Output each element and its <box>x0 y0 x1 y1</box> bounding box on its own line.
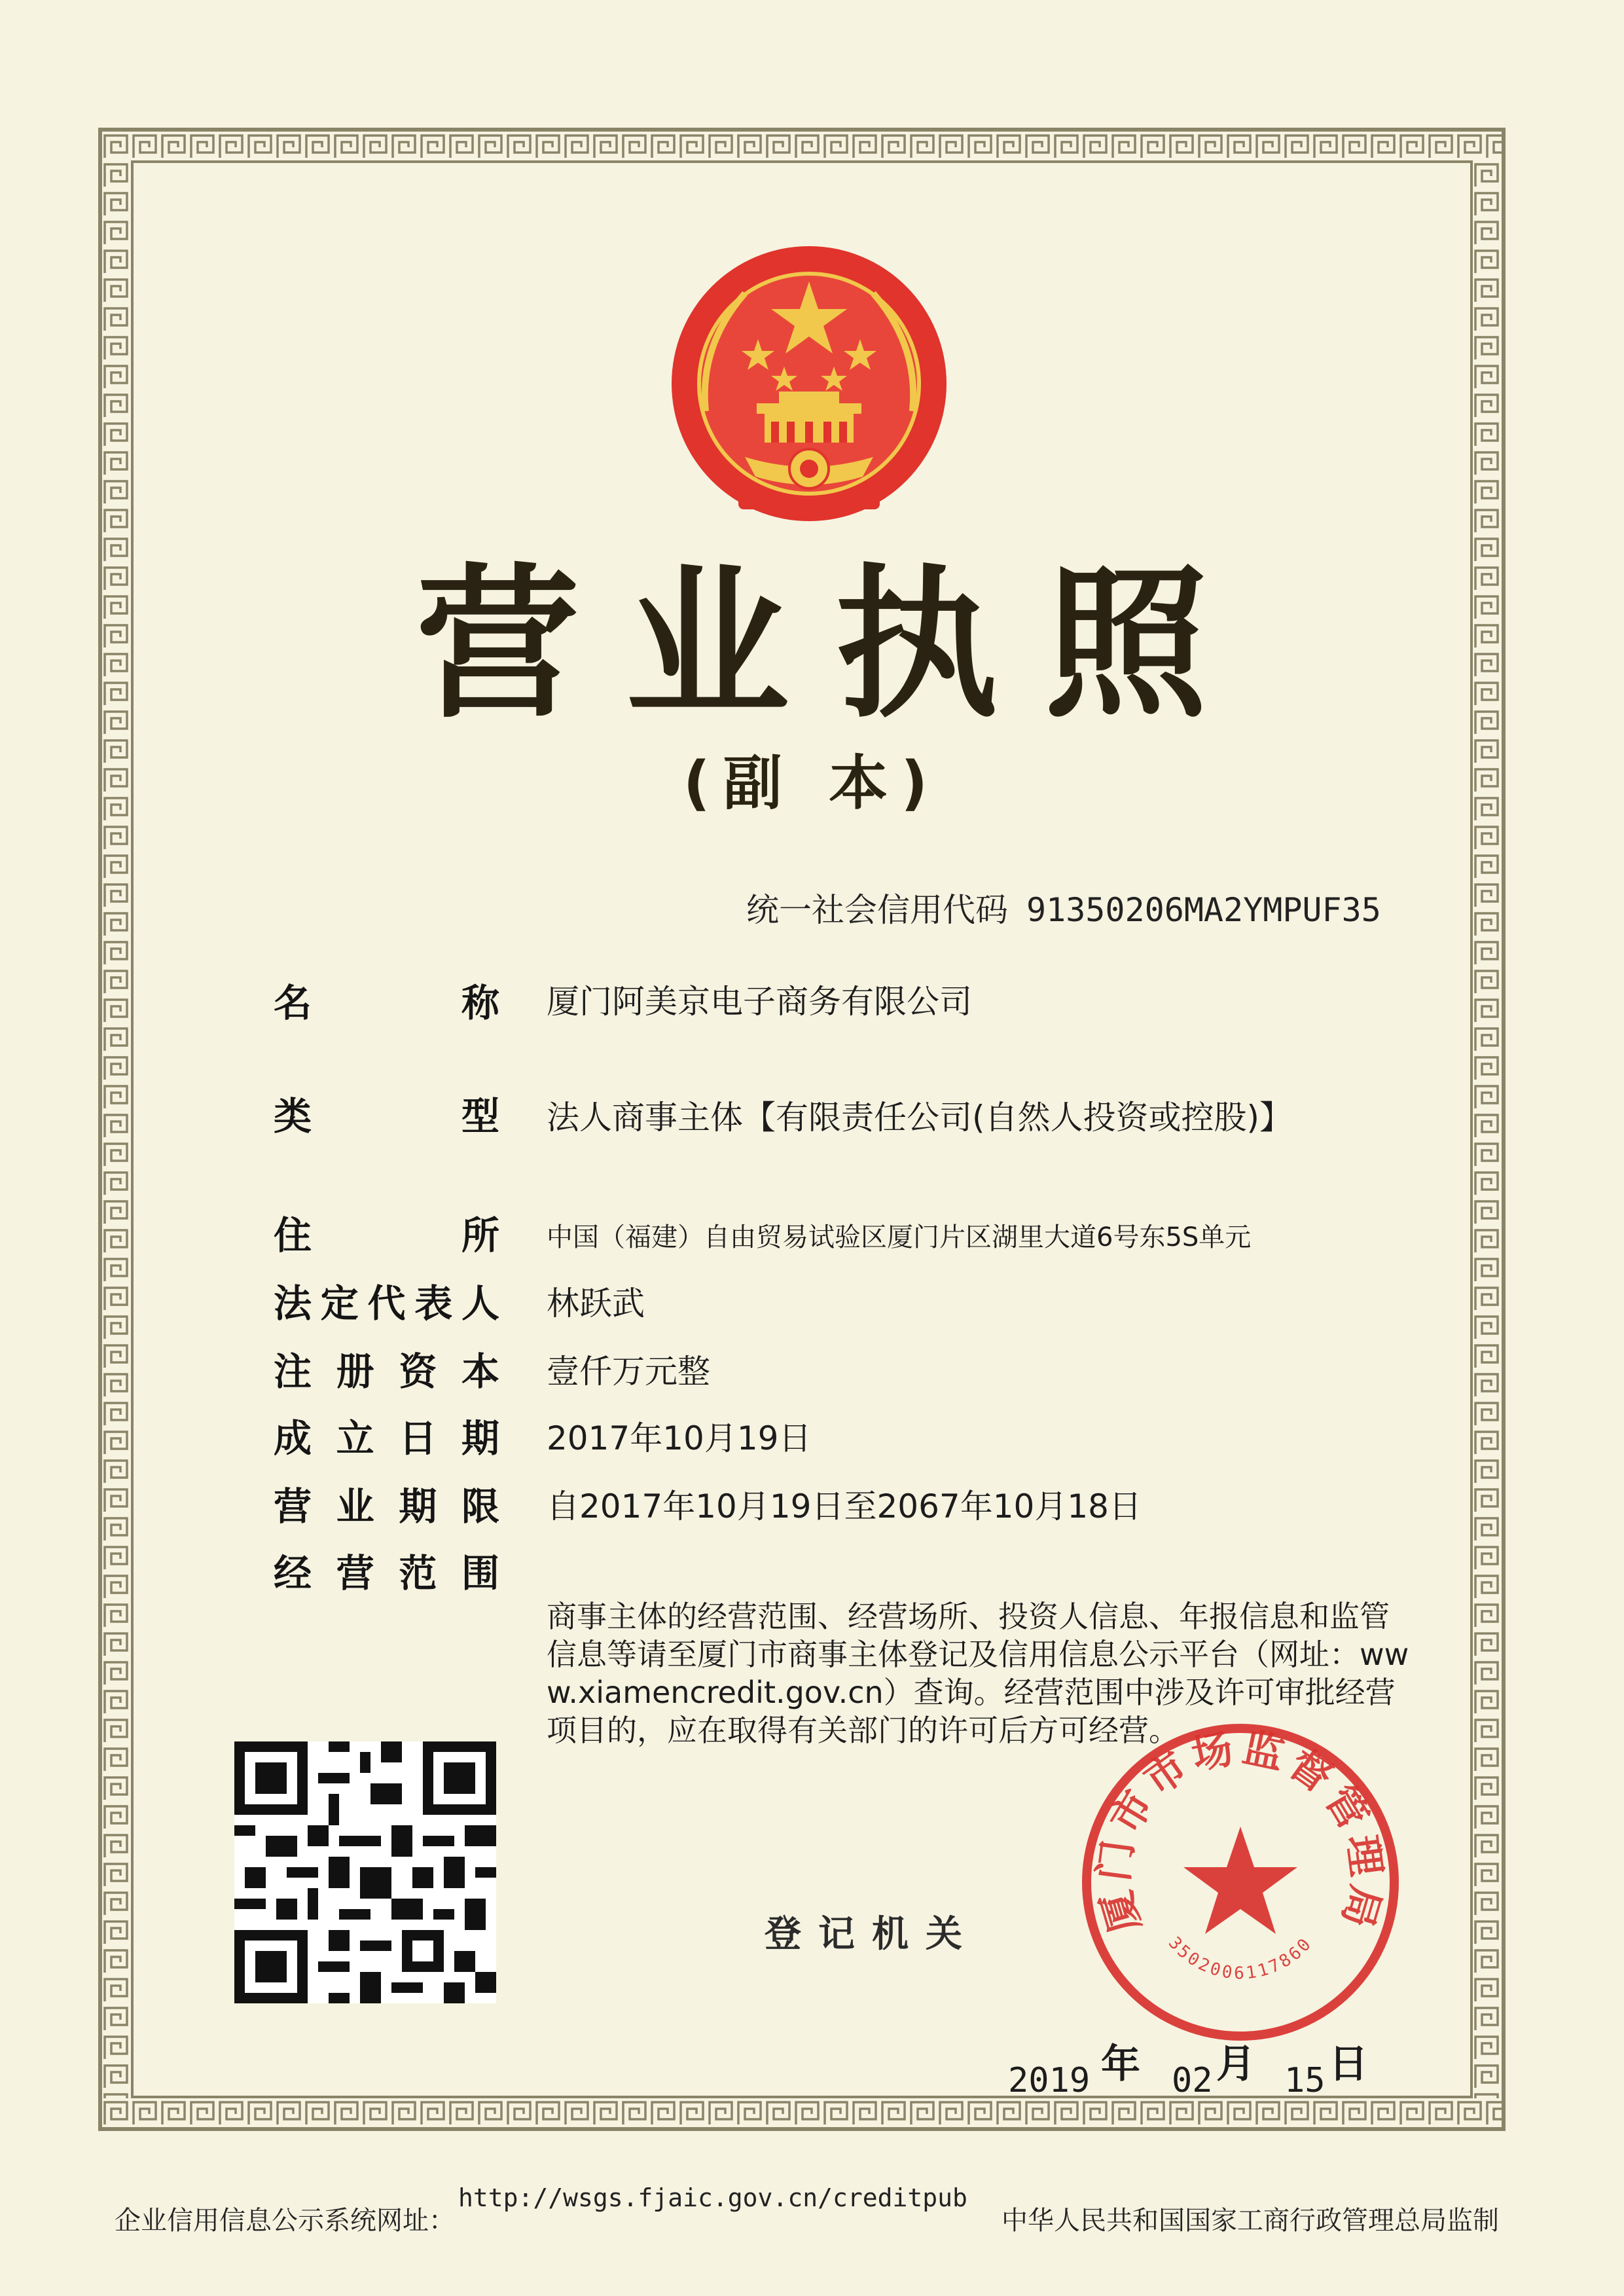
field-value-scope: 商事主体的经营范围、经营场所、投资人信息、年报信息和监管信息等请至厦门市商事主体登记及信用信息公示平台（网址：www.xiamencredit.gov.cn）查询。经营范围中涉及许可审批经营项目的，应在取得有关部门的许可后方可经营。 <box>547 1599 1409 1748</box>
svg-text:3502006117860: 3502006117860 <box>1164 1933 1317 1984</box>
issue-month: 02 <box>1172 2061 1213 2100</box>
credit-code-value: 91350206MA2YMPUF35 <box>1026 891 1381 929</box>
official-seal <box>1074 1715 1407 2049</box>
footer-url-link[interactable]: http://wsgs.fjaic.gov.cn/creditpub <box>458 2183 967 2212</box>
field-label-name: 名 称 <box>274 981 499 1025</box>
field-value-type: 法人商事主体【有限责任公司(自然人投资或控股)】 <box>547 1099 1293 1137</box>
issue-year: 2019 <box>1008 2061 1091 2100</box>
field-label-scope: 经 营 范 围 <box>274 1551 499 1595</box>
page-subtitle: (副 本) <box>683 749 941 818</box>
field-value-capital: 壹仟万元整 <box>547 1353 710 1391</box>
field-value-established: 2017年10月19日 <box>547 1419 812 1457</box>
issue-year-char: 年 <box>1101 2041 1140 2087</box>
field-value-name: 厦门阿美京电子商务有限公司 <box>547 983 972 1021</box>
qr-code-icon[interactable] <box>234 1741 496 2003</box>
field-value-address: 中国（福建）自由贸易试验区厦门片区湖里大道6号东5S单元 <box>547 1222 1252 1252</box>
footer-system-label: 企业信用信息公示系统网址： <box>115 2206 455 2236</box>
field-label-capital: 注 册 资 本 <box>274 1349 499 1394</box>
page-title: 营业执照 <box>416 549 1254 740</box>
field-value-legal-rep: 林跃武 <box>547 1285 645 1322</box>
credit-code <box>746 884 1381 931</box>
registration-authority: 登记机关 <box>765 1913 979 1956</box>
issue-day: 15 <box>1284 2061 1326 2100</box>
national-emblem-icon <box>666 241 952 526</box>
footer-issuer: 中华人民共和国国家工商行政管理总局监制 <box>1001 2206 1499 2236</box>
field-value-term: 自2017年10月19日至2067年10月18日 <box>547 1487 1142 1525</box>
field-label-address: 住 所 <box>274 1213 499 1258</box>
issue-month-char: 月 <box>1216 2041 1255 2087</box>
issue-day-char: 日 <box>1329 2041 1368 2087</box>
greek-key-band-top <box>102 132 1502 160</box>
field-label-term: 营 业 期 限 <box>274 1484 499 1529</box>
greek-key-band-right <box>1473 160 1502 2098</box>
field-label-legal-rep: 法 定 代 表 人 <box>274 1281 499 1326</box>
credit-code-label: 统一社会信用代码 <box>746 891 1008 929</box>
field-label-type: 类 型 <box>274 1094 499 1139</box>
greek-key-band-bottom <box>102 2098 1502 2127</box>
greek-key-band-left <box>102 160 131 2098</box>
svg-text:厦门市市场监督管理局: 厦门市市场监督管理局 <box>1089 1723 1392 1939</box>
field-label-established: 成 立 日 期 <box>274 1416 499 1461</box>
